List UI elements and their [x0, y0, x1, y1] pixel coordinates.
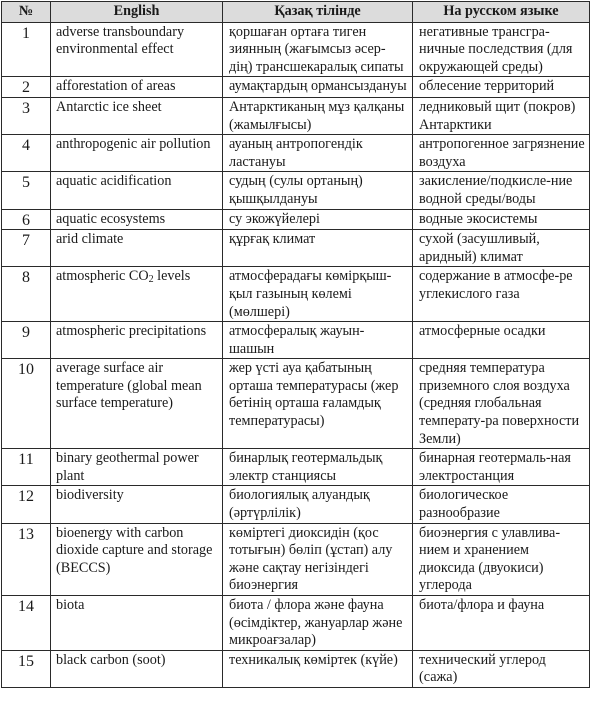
row-number: 11 [2, 449, 51, 486]
table-row [2, 172, 590, 209]
russian-term: облесение территорий [413, 77, 590, 98]
english-term: arid climate [51, 230, 223, 267]
russian-term: ледниковый щит (покров) Антарктики [413, 97, 590, 134]
russian-term: антропогенное загрязнение воздуха [413, 135, 590, 172]
header-english: English [51, 2, 223, 23]
kazakh-term: судың (сулы ортаның) қышқылдануы [223, 172, 413, 209]
row-number: 12 [2, 486, 51, 523]
row-number: 6 [2, 209, 51, 230]
russian-term: содержание в атмосфе-ре углекислого газа [413, 267, 590, 322]
russian-term: технический углерод (сажа) [413, 650, 590, 687]
english-term: aquatic acidification [51, 172, 223, 209]
row-number: 9 [2, 322, 51, 359]
table-row [2, 97, 590, 134]
kazakh-term: атмосферадағы көмірқыш-қыл газының көлемі (мөлшері) [223, 267, 413, 322]
russian-term: биота/флора и фауна [413, 596, 590, 651]
glossary-table [1, 1, 590, 688]
subscript-2: 2 [148, 274, 154, 286]
english-term: biota [51, 596, 223, 651]
table-row [2, 523, 590, 595]
row-number: 8 [2, 267, 51, 322]
english-term: binary geothermal power plant [51, 449, 223, 486]
english-term: adverse transboundary environmental effect [51, 22, 223, 77]
english-term: black carbon (soot) [51, 650, 223, 687]
table-row [2, 209, 590, 230]
english-term-text: atmospheric CO [56, 268, 149, 285]
row-number: 5 [2, 172, 51, 209]
russian-term: бинарная геотермаль-ная электростанция [413, 449, 590, 486]
kazakh-term: қоршаған ортаға тиген зиянның (жағымсыз әсер-дің) трансшекаралық сипаты [223, 22, 413, 77]
russian-term: атмосферные осадки [413, 322, 590, 359]
kazakh-term: атмосфералық жауын-шашын [223, 322, 413, 359]
russian-term: биологическое разнообразие [413, 486, 590, 523]
table-row [2, 22, 590, 77]
russian-term: негативные трансгра-ничные последствия (для окружающей среды) [413, 22, 590, 77]
row-number: 2 [2, 77, 51, 98]
english-term: average surface air temperature (global mean surface temperature) [51, 359, 223, 449]
row-number: 3 [2, 97, 51, 134]
kazakh-term: су экожүйелері [223, 209, 413, 230]
header-row [2, 2, 590, 23]
table-row [2, 322, 590, 359]
english-term: atmospheric precipitations [51, 322, 223, 359]
kazakh-term: бинарлық геотермальдық электр станциясы [223, 449, 413, 486]
row-number: 15 [2, 650, 51, 687]
header-number: № [2, 2, 51, 23]
english-term-text: levels [153, 268, 191, 285]
table-row [2, 449, 590, 486]
english-term: biodiversity [51, 486, 223, 523]
kazakh-term: биота / флора және фауна (өсімдіктер, жануарлар және микроағзалар) [223, 596, 413, 651]
kazakh-term: құрғақ климат [223, 230, 413, 267]
table-row [2, 135, 590, 172]
table-row [2, 650, 590, 687]
row-number: 10 [2, 359, 51, 449]
english-term: bioenergy with carbon dioxide capture and storage (BECCS) [51, 523, 223, 595]
english-term: afforestation of areas [51, 77, 223, 98]
kazakh-term: Антарктиканың мұз қалқаны (жамылғысы) [223, 97, 413, 134]
table-row [2, 230, 590, 267]
row-number: 1 [2, 22, 51, 77]
russian-term: средняя температура приземного слоя воздуха (средняя глобальная температу-ра поверхности Земли) [413, 359, 590, 449]
russian-term: закисление/подкисле-ние водной среды/воды [413, 172, 590, 209]
table-row [2, 486, 590, 523]
english-term: aquatic ecosystems [51, 209, 223, 230]
row-number: 13 [2, 523, 51, 595]
table-row [2, 596, 590, 651]
kazakh-term: көміртегі диоксидін (қос тотығын) бөліп (ұстап) алу және сақтау негізіндегі биоэнергия [223, 523, 413, 595]
english-term [51, 267, 223, 322]
table-row [2, 359, 590, 449]
english-term: Antarctic ice sheet [51, 97, 223, 134]
russian-term: водные экосистемы [413, 209, 590, 230]
header-russian: На русском языке [413, 2, 590, 23]
russian-term: сухой (засушливый, аридный) климат [413, 230, 590, 267]
kazakh-term: техникалық көміртек (күйе) [223, 650, 413, 687]
table-row [2, 77, 590, 98]
row-number: 7 [2, 230, 51, 267]
kazakh-term: жер үсті ауа қабатының орташа температурасы (жер бетінің орташа ғаламдық температурасы) [223, 359, 413, 449]
russian-term: биоэнергия с улавлива-нием и хранением диоксида (двуокиси) углерода [413, 523, 590, 595]
header-kazakh: Қазақ тілінде [223, 2, 413, 23]
kazakh-term: аумақтардың орманcыздануы [223, 77, 413, 98]
english-term: anthropogenic air pollution [51, 135, 223, 172]
kazakh-term: биологиялық алуандық (әртүрлілік) [223, 486, 413, 523]
row-number: 14 [2, 596, 51, 651]
table-row [2, 267, 590, 322]
kazakh-term: ауаның антропогендік ластануы [223, 135, 413, 172]
row-number: 4 [2, 135, 51, 172]
